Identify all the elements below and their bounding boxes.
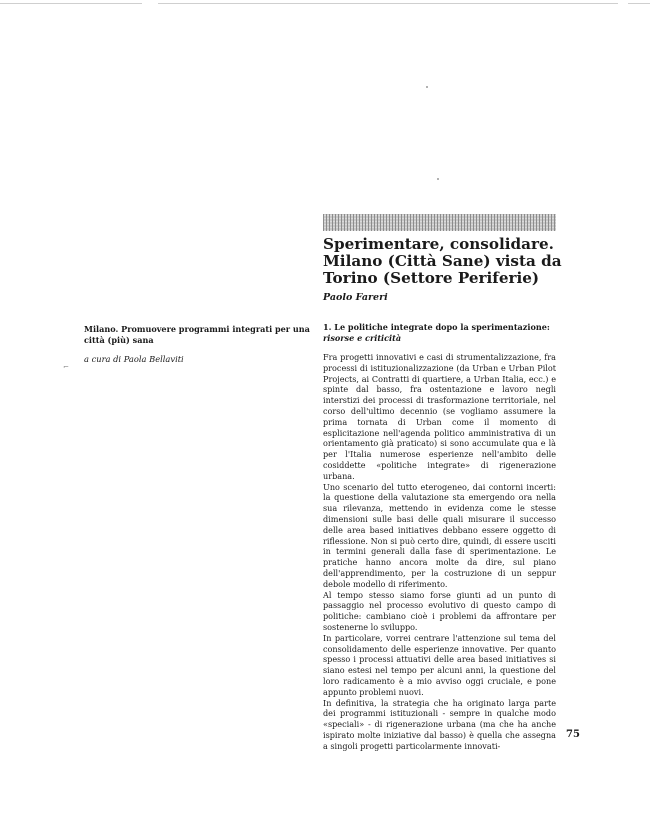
sidebar-title: Milano. Promuovere programmi integrati per una città (più) sana	[84, 324, 310, 345]
body-paragraph: Al tempo stesso siamo forse giunti ad un punto di passaggio nel processo evolutivo di questo campo di politiche: cambiano cioè i problemi da affrontare per sostenerne lo sviluppo.	[323, 589, 556, 632]
section-number-title: 1. Le politiche integrate dopo la sperimentazione:	[323, 322, 550, 332]
top-rule-segment	[628, 3, 650, 4]
scan-speck	[426, 86, 428, 88]
margin-mark: ⌐	[63, 363, 69, 371]
top-scan-rule	[0, 3, 650, 4]
body-paragraph: In definitiva, la strategia che ha originato larga parte dei programmi istituzionali - sempre in qualche modo «speciali» - di rigenerazione urbana (ma che ha anche ispirato molte iniziative dal basso) è quella che assegna a singoli progetti particolarmente innovati-	[323, 697, 556, 751]
page-number: 75	[566, 729, 580, 740]
scan-speck	[437, 178, 439, 180]
section-subtitle: risorse e criticità	[323, 333, 402, 343]
article-title: Sperimentare, consolidare. Milano (Città Sane) vista da Torino (Settore Periferie)	[323, 235, 562, 287]
top-rule-segment	[158, 3, 618, 4]
section-heading	[323, 322, 556, 344]
article-author: Paolo Fareri	[323, 292, 388, 303]
article-body	[323, 352, 556, 751]
title-hatch-bar	[323, 214, 556, 231]
body-paragraph: In particolare, vorrei centrare l'attenzione sul tema del consolidamento delle esperienze innovative. Per quanto spesso i processi attuativi delle area based initiatives si siano estesi nel tempo per alcuni anni, la questione del loro radicamento è a mio avviso oggi cruciale, e pone appunto problemi nuovi.	[323, 632, 556, 697]
body-paragraph: Uno scenario del tutto eterogeneo, dai contorni incerti: la questione della valutazione sta emergendo ora nella sua rilevanza, mettendo in evidenza come le stesse dimensioni sulle basi delle quali misurare il successo delle area based initiatives debbano essere oggetto di riflessione. Non si può certo dire, quindi, di essere usciti in termini generali dalla fase di sperimentazione. Le pratiche hanno ancora molte da dire, sul piano dell'apprendimento, per la costruzione di un seppur debole modello di riferimento.	[323, 481, 556, 589]
sidebar-editor: a cura di Paola Bellaviti	[84, 354, 184, 364]
body-paragraph: Fra progetti innovativi e casi di strumentalizzazione, fra processi di istituzionalizzazione (da Urban e Urban Pilot Projects, ai Contratti di quartiere, a Urban Italia, ecc.) e spinte dal basso, fra ostentazione e lavoro negli interstizi dei processi di trasformazione territoriale, nel corso dell'ultimo decennio (se vogliamo assumere la prima tornata di Urban come il momento di esplicitazione nell'agenda politico amministrativa di un orientamento già praticato) si sono accumulate qua e là per l'Italia numerose esperienze nell'ambito delle cosiddette «politiche integrate» di rigenerazione urbana.	[323, 352, 556, 481]
top-rule-segment	[0, 3, 142, 4]
